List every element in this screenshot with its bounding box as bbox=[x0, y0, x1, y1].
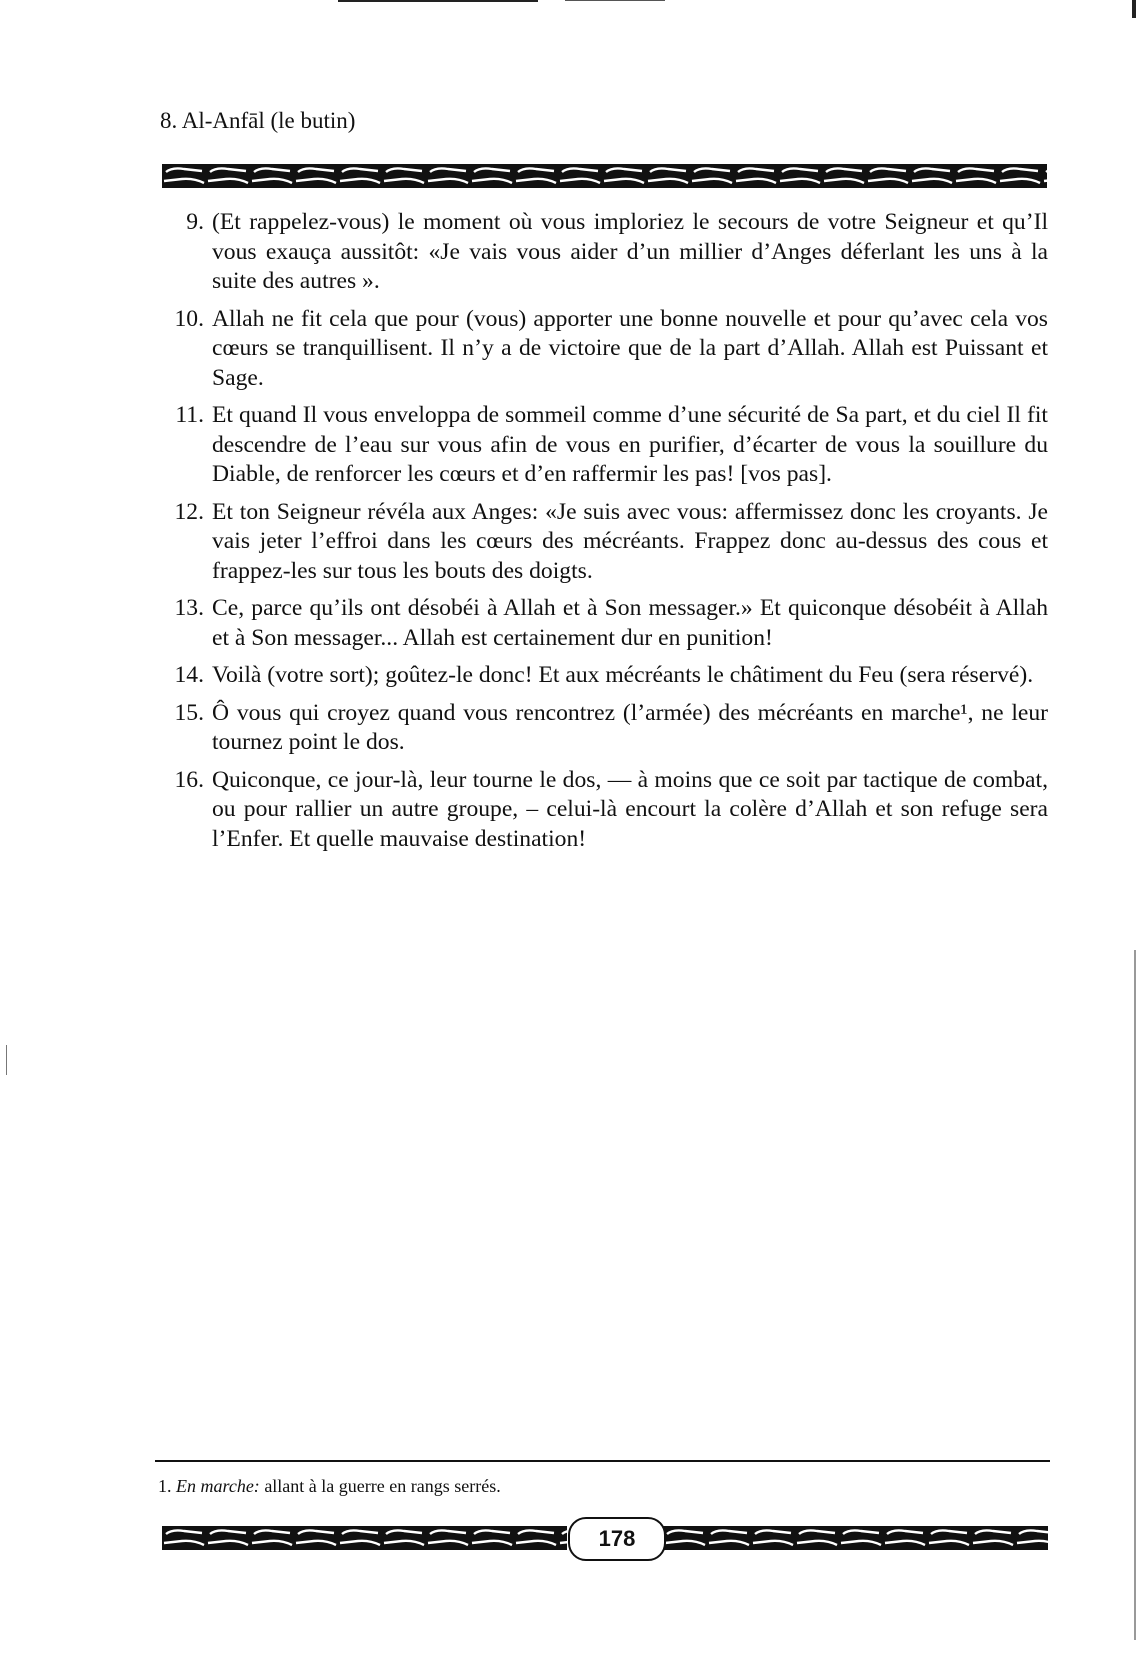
verse-number: 15. bbox=[174, 699, 204, 726]
verse-text: Ô vous qui croyez quand vous rencontrez (l’armée) des mécréants en marche¹, ne leur tournez point le dos. bbox=[212, 699, 1048, 755]
footnote-term: En marche: bbox=[176, 1476, 260, 1496]
verse-number: 9. bbox=[186, 209, 204, 235]
footnote-rule bbox=[155, 1460, 1050, 1462]
verse-number: 11. bbox=[175, 402, 204, 428]
footnote bbox=[158, 1476, 501, 1497]
verse-12 bbox=[158, 498, 1048, 587]
verse-text: Ce, parce qu’ils ont désobéi à Allah et à Son messager.» Et quiconque désobéit à Allah et à Son messager... Allah est certainement dur en punition! bbox=[212, 595, 1048, 651]
page-number: 178 bbox=[568, 1517, 666, 1561]
verse-15 bbox=[158, 699, 1048, 758]
verse-16 bbox=[158, 766, 1048, 855]
scan-artifact bbox=[565, 0, 665, 1]
scan-artifact bbox=[1132, 0, 1136, 18]
verse-number: 13. bbox=[174, 595, 204, 621]
verse-14 bbox=[158, 661, 1048, 691]
verse-text: Quiconque, ce jour-là, leur tourne le dos, — à moins que ce soit par tactique de combat, ou pour rallier un autre groupe, – celui-là encourt la colère d’Allah et son refuge sera l’Enfer. Et quelle mauvaise destination! bbox=[212, 766, 1048, 852]
verse-13 bbox=[158, 594, 1048, 653]
verse-11 bbox=[158, 401, 1048, 490]
verse-number: 12. bbox=[174, 498, 204, 525]
verse-text: Et quand Il vous enveloppa de sommeil comme d’une sécurité de Sa part, et du ciel Il fit descendre de l’eau sur vous afin de vous en purifier, d’écarter de vous la souillure du Diable, de renforcer les cœurs et d’en raffermir les pas! [vos pas]. bbox=[212, 402, 1048, 487]
decorative-band-top bbox=[162, 164, 1047, 188]
verse-text: Et ton Seigneur révéla aux Anges: «Je suis avec vous: affermissez donc les croyants. Je vais jeter l’effroi dans les cœurs des mécréants. Frappez donc au-dessus des cous et frappez-les sur tous les bouts des doigts. bbox=[212, 498, 1048, 584]
decorative-band-bottom-left bbox=[162, 1526, 567, 1550]
chapter-header: 8. Al-Anfāl (le butin) bbox=[160, 108, 356, 133]
verse-10 bbox=[158, 305, 1048, 394]
verse-number: 16. bbox=[174, 766, 204, 793]
verse-text: Allah ne fit cela que pour (vous) apporter une bonne nouvelle et pour qu’avec cela vos cœurs se tranquillisent. Il n’y a de victoire que de la part d’Allah. Allah est Puissant et Sage. bbox=[212, 305, 1048, 391]
verse-text: Voilà (votre sort); goûtez-le donc! Et aux mécréants le châtiment du Feu (sera réservé). bbox=[212, 662, 1034, 688]
verse-text: (Et rappelez-vous) le moment où vous imploriez le secours de votre Seigneur et qu’Il vous exauça aussitôt: «Je vais vous aider d’un millier d’Anges déferlant les uns à la suite des autres ». bbox=[212, 209, 1048, 294]
verse-number: 10. bbox=[174, 305, 204, 332]
scan-edge bbox=[6, 1045, 7, 1075]
decorative-band-bottom-right bbox=[663, 1526, 1048, 1550]
verse-9 bbox=[158, 208, 1048, 297]
footnote-text: allant à la guerre en rangs serrés. bbox=[264, 1476, 501, 1496]
verse-number: 14. bbox=[174, 662, 204, 688]
scan-artifact bbox=[338, 0, 538, 2]
verse-list bbox=[158, 208, 1048, 862]
footnote-number: 1. bbox=[158, 1476, 172, 1496]
